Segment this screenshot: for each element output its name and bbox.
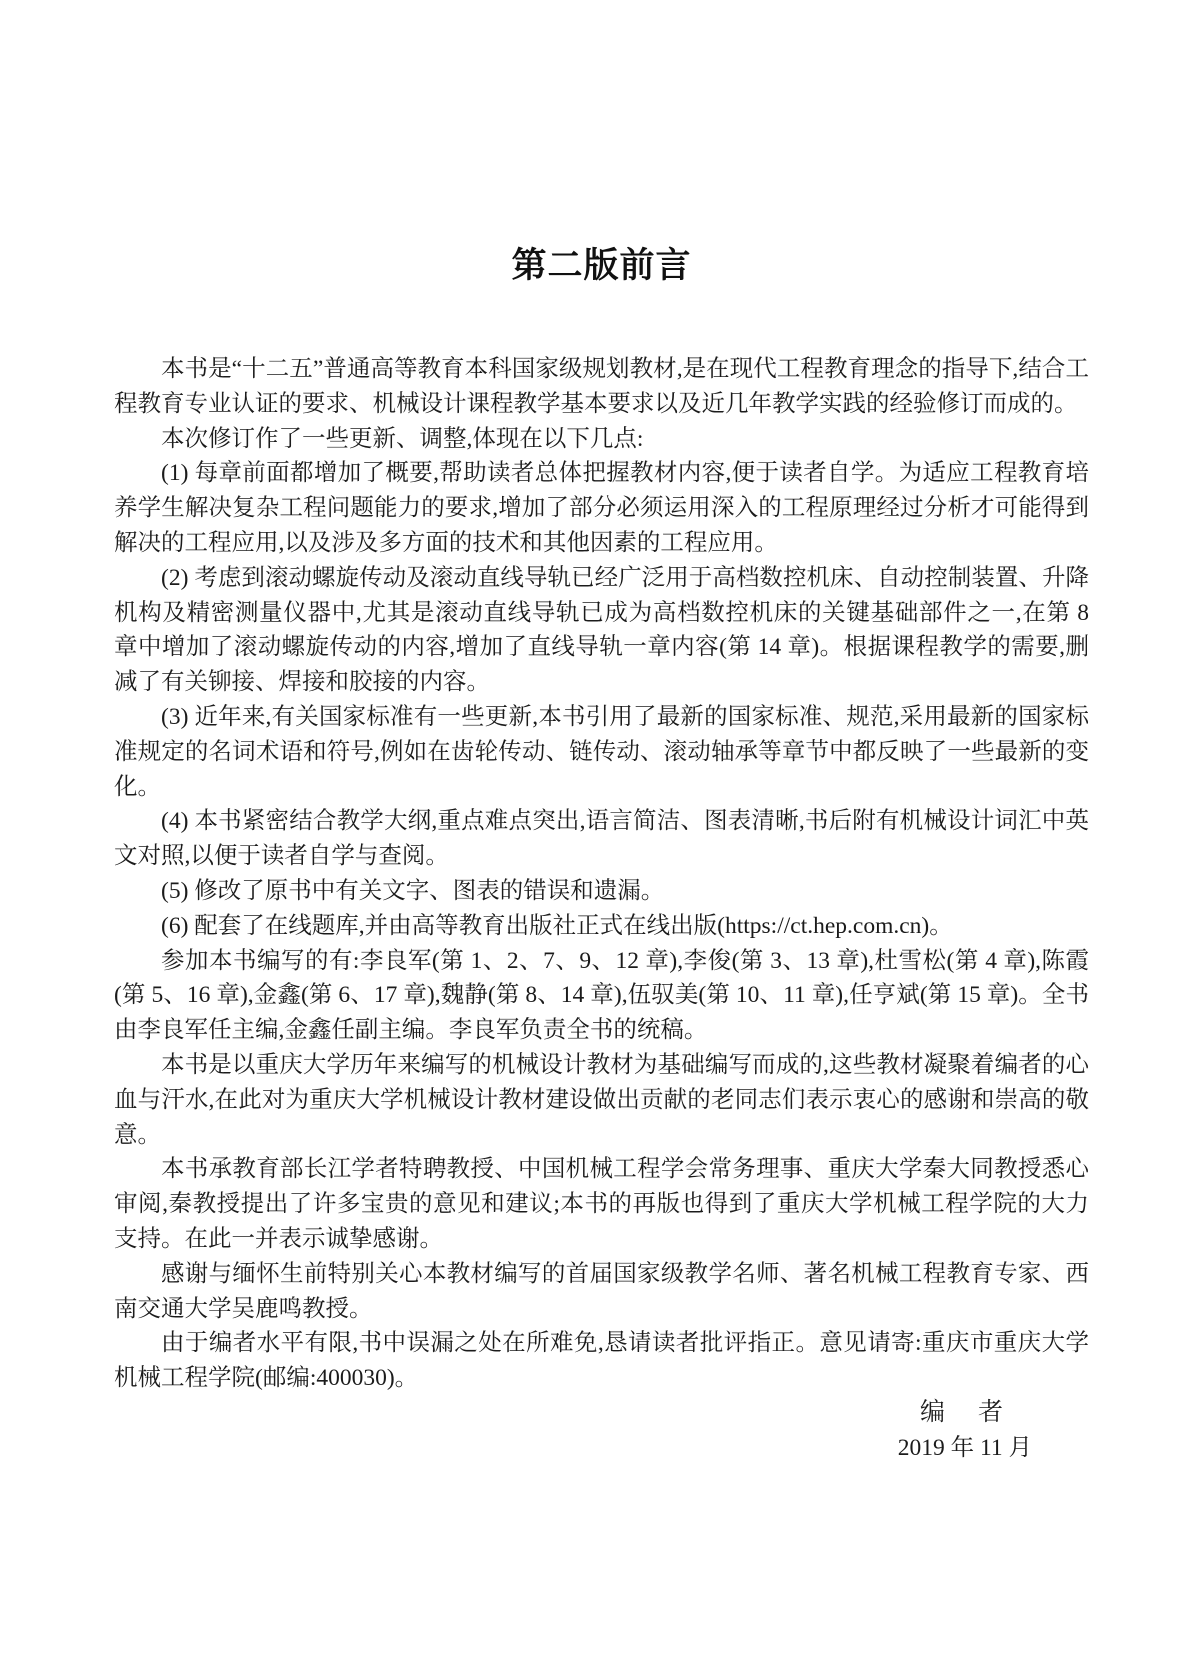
paragraph-item-1: (1) 每章前面都增加了概要,帮助读者总体把握教材内容,便于读者自学。为适应工程教育培养学生解决复杂工程问题能力的要求,增加了部分必须运用深入的工程原理经过分析才可能得到解决的工程应用,以及涉及多方面的技术和其他因素的工程应用。: [114, 460, 1089, 556]
signature-block: [114, 1396, 1089, 1466]
page-title: 第二版前言: [511, 246, 692, 285]
paragraph-item-4: (4) 本书紧密结合教学大纲,重点难点突出,语言简洁、图表清晰,书后附有机械设计词汇中英文对照,以便于读者自学与查阅。: [114, 808, 1089, 870]
paragraph-contributors: 参加本书编写的有:李良军(第 1、2、7、9、12 章),李俊(第 3、13 章),杜雪松(第 4 章),陈霞(第 5、16 章),金鑫(第 6、17 章),魏静(第 8、14 章),伍驭美(第 10、11 章),任亨斌(第 15 章)。全书由李良军任主编,金鑫任副主编。李良军负责全书的统稿。: [114, 947, 1089, 1044]
paragraph-acknowledgement: 本书承教育部长江学者特聘教授、中国机械工程学会常务理事、重庆大学秦大同教授悉心审阅,秦教授提出了许多宝贵的意见和建议;本书的再版也得到了重庆大学机械工程学院的大力支持。在此一并表示诚挚感谢。: [114, 1156, 1089, 1252]
signature-date: 2019 年 11 月: [897, 1434, 1032, 1461]
paragraph-heritage: 本书是以重庆大学历年来编写的机械设计教材为基础编写而成的,这些教材凝聚着编者的心血与汗水,在此对为重庆大学机械设计教材建设做出贡献的老同志们表示衷心的感谢和崇高的敬意。: [114, 1051, 1089, 1148]
paragraph-item-2: (2) 考虑到滚动螺旋传动及滚动直线导轨已经广泛用于高档数控机床、自动控制装置、升降机构及精密测量仪器中,尤其是滚动直线导轨已成为高档数控机床的关键基础部件之一,在第 8 章中增加了滚动螺旋传动的内容,增加了直线导轨一章内容(第 14 章)。根据课程教学的需要,删减了有关铆接、焊接和胶接的内容。: [114, 564, 1089, 696]
paragraph-revision-note: 本次修订作了一些更新、调整,体现在以下几点:: [161, 425, 644, 452]
paragraph-feedback: 由于编者水平有限,书中误漏之处在所难免,恳请读者批评指正。意见请寄:重庆市重庆大学机械工程学院(邮编:400030)。: [114, 1330, 1089, 1392]
signature-author: 编 者: [919, 1398, 1007, 1426]
preface-body: [114, 352, 1089, 1466]
paragraph-intro: 本书是“十二五”普通高等教育本科国家级规划教材,是在现代工程教育理念的指导下,结合工程教育专业认证的要求、机械设计课程教学基本要求以及近几年教学实践的经验修订而成的。: [114, 356, 1089, 417]
paragraph-memorial: 感谢与缅怀生前特别关心本教材编写的首届国家级教学名师、著名机械工程教育专家、西南交通大学吴鹿鸣教授。: [114, 1260, 1089, 1322]
paragraph-item-5: (5) 修改了原书中有关文字、图表的错误和遗漏。: [161, 877, 665, 904]
paragraph-item-3: (3) 近年来,有关国家标准有一些更新,本书引用了最新的国家标准、规范,采用最新的国家标准规定的名词术语和符号,例如在齿轮传动、链传动、滚动轴承等章节中都反映了一些最新的变化。: [114, 703, 1089, 800]
paragraph-item-6: (6) 配套了在线题库,并由高等教育出版社正式在线出版(https://ct.hep.com.cn)。: [161, 912, 953, 939]
